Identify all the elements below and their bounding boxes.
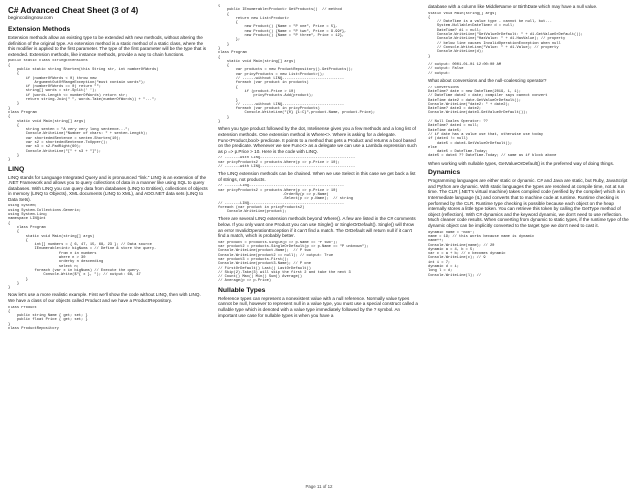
code-block-single: var product = products.Single(p => p.Name == "P two"); var product2 = products.SingleOrDefault(p => p.Name == "P unknown"); Console.WriteLine(product.Name); // P two Console.WriteLine(product2 == null); // output: True var product3 = products.First(); Console.WriteLine(product3.Name); // P one // FirstOrDefault() Last() LastOrDefault() // Skip(2).Take(3) will skip the first 2 and take the next 3 // Count() Max() Min() Sum() Average() // Average(p => p.Price) — [218, 240, 369, 284]
paragraph-nullable: Reference types can represent a nonexistent value with a null reference. Normally value types cannot be null, however to represent null in a value type, you must use a special construct called a nullable type which is denoted with a value type immediately followed by the ? symbol. An important use case for nullable types is when you have a — [218, 295, 418, 318]
paragraph-linq-intro: LINQ stands for Language Integrated Query and is pronounced "link." LINQ is an extension of the .NET Framework and allows you to query collections of data in a manner like using SQL to query databases. With LINQ you can query data from databases (LINQ to Entities), collections of objects in memory (LINQ to Objects), XML documents (LINQ to XML), and ADO.NET data sets (LINQ to Data Sets). — [8, 174, 208, 202]
code-block-product: class Product { public string Name { get; set; } public float Price { get; set; } } class ProductRepository — [8, 305, 88, 332]
code-block-chain: // -------LINQ------------------------------------------- var pricyProducts2 = products.Where(p => p.Price > 10) .OrderBy(p => p.Name) .Select(p => p.Name); // string // -------LINQ------------------------------------------- foreach (var product in pricyProducts2) Console.WriteLine(product); — [218, 184, 353, 215]
page-title: C# Advanced Cheat Sheet (3 of 4) — [8, 6, 139, 15]
code-block-extension: public static class StringExtensions { public static string Shorten(this String str, int numberOfWords) { if (numberOfWords < 0) throw new ArgumentOutOfRangeException("must contain words"); if (numberOfWords == 0) return ""; string[] words = str.Split(' '); if (words.Length <= numberOfWords) return str; return string.Join(" ", words.Take(numberOfWords)) + "..."; } } class Program { static void Main(string[] args) { string senten = "A very very long sentence..."; Console.WriteLine("Number of chars: " + senten.Length); var shortededSentence = senten.Shorten(10); var s2 = shortededSentence.ToUpper(); var s3 = s2.PadRight(60); Console.WriteLine("[" + s3 + "]"); } } — [8, 59, 159, 163]
paragraph-where: When you type product followed by the dot, Intelisense gives you a few methods and a long list of extension methods. One extension method is Where<>. Where is asking for a delegate. Func<Product,bool> predicate. It points to a method that gets a Product and returns a bool based on the predicate. Whenever we see Func<> as a delegate we can use a Lambda expression such as p => p.Price > 10. Here is the code with LINQ. — [218, 126, 417, 154]
paragraph-database: database with a column like MiddleName or BirthDate which may have a null value. — [428, 4, 598, 9]
heading-linq: LINQ — [8, 165, 25, 173]
code-block-nullable: static void Main(string[] args) { // DateTime is a value type - cannot be null, but... System.Nullable<DateTime> d = null; DateTime? d1 = null; Console.WriteLine("GetValueOrDefault: " + d1.GetValueOrDefault()); Console.WriteLine("HasValue: " + d1.HasValue); // property // below line causes InvalidOperationException when null // Console.WriteLine("Value: " + d1.Value); // property Console.WriteLine(d); } // output: 0001-01-01 12:00:00 AM // output: False // output: — [428, 11, 583, 76]
page-number: Page 11 of 12 — [305, 484, 333, 489]
paragraph-chain: The LINQ extension methods can be chained. When we use Select in this case we get back a list of strings, not products. — [218, 171, 416, 182]
paragraph-dynamics: Programming languages are either static or dynamic. C# and Java are static, but Ruby, JavaScript and Python are dynamic. With static languages the types are resolved at compile time, not at run time. The CLR (.NET's virtual machine) takes compiled code (verified by the compiler) which is in Intermediate language (IL) and converts that to machine code at runtime. Runtime checking is performed by the CLR. Runtime type checking is possible because each object on the heap internally stores a little type token. You can retrieve this token by calling the GetType method of object (reflection). With C# dynamics and the keyword dynamic, we don't need to use reflection. Much cleaner code results. When converting from dynamic to static types, if the runtime type of the dynamic object can be implicitly converted to the target type we don't need to cast it. — [428, 178, 629, 229]
heading-extension-methods: Extension Methods — [8, 26, 71, 33]
code-block-where: // -------with LINQ------------------------------------------- var pricyProducts2 = products.Where(p => p.Price > 10); // -------with LINQ------------------------------------------- — [218, 156, 356, 169]
column-middle — [218, 4, 418, 320]
code-block-repository: { public IEnumerable<Product> GetProducts() // method { return new List<Product> { new Product() {Name = "P one", Price = 5}, new Product() {Name = "P two", Price = 9.99f}, new Product() {Name = "P three", Price = 12}, }; } } class Program { static void Main(string[] args) { var products = new ProductRepository().GetProducts(); var pricyProducts = new List<Product>(); // ------without LINQ---------------------------- foreach (var product in products) { if (product.Price > 10) pricyProducts.Add(product); } // ------without LINQ---------------------------- foreach (var product in pricyProducts) Console.WriteLine("{0} {1:C}",product.Name, product.Price); } } — [218, 4, 376, 125]
column-left — [8, 4, 208, 333]
heading-dynamics: Dynamics — [428, 169, 461, 177]
paragraph-extension-intro: Extension methods allow an existing type to be extended with new methods, without altering the definition of the original type. An extension method is a static method of a static class, where the this modifier is applied to the first parameter. The type of the first parameter will be the type that is extended. Extension methods, like instance methods, provide a way to chain functions. — [8, 35, 207, 57]
code-block-linq: using System; using System.Collections.Generic; using System.Linq; namespace LINQint { class Program { static void Main(string[] args) { int[] numbers = { 6, 47, 15, 68, 23 }; // Data source IEnumerable<int> bigNums = // Define & store the query. from n in numbers where n > 30 orderby n descending select n; foreach (var x in bigNums) // Execute the query. Console.Write($"{ x }, "); // output: 68, 47 } } } — [8, 204, 157, 291]
code-block-dynamics: dynamic name = "Bob"; name = 19; // this works because name is dynamic name++; Console.WriteLine(name); // 20 dynamic a = 4, b = 5; var c = a + b; // c becomes dynamic Console.WriteLine(c); // 9 int i = 7; dynamic d = i; long l = d; Console.WriteLine(l); // — [428, 230, 535, 278]
paragraph-linq-example: Now let's use a more realistic example. First we'll show the code without LINQ, then with LINQ. We have a class of our objects called Product and we have a ProductRepository. — [8, 292, 201, 303]
column-right — [428, 4, 630, 280]
heading-nullable-types: Nullable Types — [218, 286, 266, 294]
paragraph-single: There are several LINQ extension methods beyond Where(). A few are listed in the C# comments below. If you only want one Product you can use Single() or SingleOrDefault(). Single() will throw an error InvalidOperationException if it can't find a match. The OrDefault will return null if it can't find a match, which is probably better. — [218, 216, 416, 239]
paragraph-coalesce: What about conversions and the null-coalescing operator? — [428, 78, 547, 84]
site-name: begincodingnow.com — [8, 16, 53, 21]
code-block-coalesce: // Conversions DateTime? date = new DateTime(2019, 1, 1); // DateTime date2 = date; compiler says cannot convert DateTime date2 = date.GetValueOrDefault(); Console.WriteLine("date2: " + date2); DateTime? date3 = date2; Console.WriteLine(date3.GetValueOrDefault()); // Null Coales Operator: ?? DateTime? date4 = null; DateTime date5; // if date has a value use that, otherwise use today if (date4 != null) date5 = date4.GetValueOrDefault(); else date5 = DateTime.Today; date5 = date4 ?? DateTime.Today; // same as if block above — [428, 85, 557, 159]
paragraph-coalesce-note: When working with nullable types, GetValueOrDefault() is the preferred way of doing things. — [428, 160, 615, 166]
